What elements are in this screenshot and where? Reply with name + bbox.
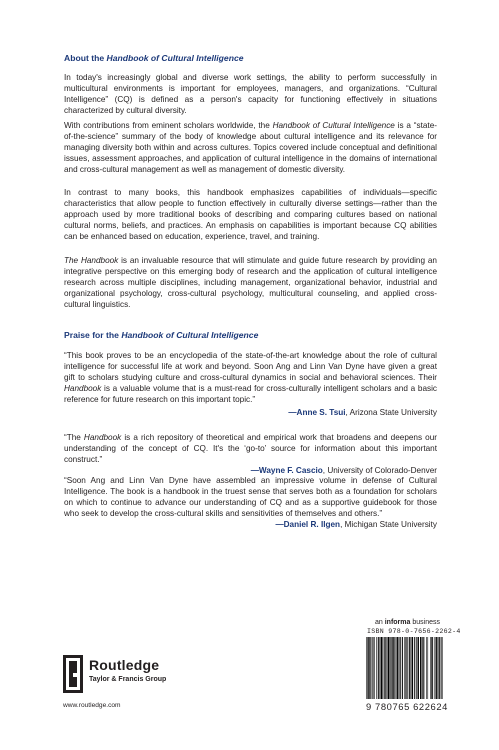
barcode-bar — [400, 637, 401, 699]
barcode-bar — [436, 637, 437, 699]
barcode-bar — [414, 637, 415, 699]
barcode-bar — [411, 637, 412, 699]
barcode-bar — [382, 637, 383, 699]
barcode-bar — [431, 637, 432, 699]
about-paragraph-2 — [64, 121, 437, 176]
quote2-b: is a rich repository of theoretical and empirical work that broadens and deepens our understanding of the concept of CQ. It's the ‘go-to’ source for information about this important construct.” — [64, 433, 437, 464]
barcode-bar — [432, 637, 433, 699]
barcode-bar — [413, 637, 414, 699]
barcode-bar — [378, 637, 379, 699]
barcode-bar — [412, 637, 413, 699]
barcode-bar — [427, 637, 428, 699]
barcode — [366, 635, 443, 709]
barcode-bar — [438, 637, 439, 699]
about-heading-title: Handbook of Cultural Intelligence — [106, 53, 244, 63]
barcode-bar — [404, 637, 405, 699]
about-heading — [64, 53, 437, 64]
barcode-bar — [417, 637, 418, 699]
barcode-bar — [437, 637, 438, 699]
barcode-bar — [402, 637, 403, 699]
about-p4-title: The Handbook — [64, 256, 119, 265]
barcode-bar — [370, 637, 371, 699]
quote1-b: is a valuable volume that is a must-read for cross-culturally intelligent scholars and a basic reference for future research on this important topic.” — [64, 383, 437, 404]
barcode-bar — [407, 637, 408, 699]
quote1-a: “This book proves to be an encyclopedia of the state-of-the-art knowledge about the role of cultural intelligence for successful life at work and beyond. Soon Ang and Linn Van Dyne have given a great gift to scholars studying culture and cross-cultural dynamics in social and behavioral sciences. Their — [64, 351, 437, 382]
barcode-bar — [393, 637, 394, 699]
barcode-bar — [366, 637, 367, 699]
praise-heading-prefix: Praise for the — [64, 330, 122, 340]
barcode-bar — [385, 637, 386, 699]
barcode-bar — [396, 637, 397, 699]
barcode-bar — [409, 637, 410, 699]
quote3-text: “Soon Ang and Linn Van Dyne have assembled an impressive volume in defense of Cultural Intelligence. The book is a handbook in the truest sense that serves both as a foundation for scholars on which to continue to advance our understanding of CQ and as a supportive guidebook for those who seek to develop the cross-cultural skills and sensitivities of themselves and others.” — [64, 476, 437, 518]
quote2-a: “The — [64, 433, 84, 442]
barcode-bar — [369, 637, 370, 699]
publisher-group: Taylor & Francis Group — [89, 676, 167, 683]
barcode-bar — [405, 637, 406, 699]
barcode-bar — [386, 637, 387, 699]
isbn-label: ISBN 978-0-7656-2262-4 — [367, 628, 461, 635]
barcode-bar — [373, 637, 374, 699]
quote1-affiliation: , Arizona State University — [345, 407, 437, 417]
about-paragraph-4 — [64, 256, 437, 311]
quote2-affiliation: , University of Colorado-Denver — [322, 465, 437, 475]
barcode-bar — [376, 637, 377, 699]
barcode-bar — [397, 637, 398, 699]
barcode-bar — [389, 637, 390, 699]
barcode-bar — [439, 637, 440, 699]
barcode-bar — [391, 637, 392, 699]
praise-quote-3 — [64, 476, 437, 531]
barcode-bar — [441, 637, 442, 699]
routledge-mark-icon — [63, 655, 83, 693]
barcode-bar — [384, 637, 385, 699]
barcode-bar — [426, 637, 427, 699]
quote1-author: —Anne S. Tsui — [288, 407, 346, 417]
barcode-bar — [440, 637, 441, 699]
barcode-bar — [424, 637, 425, 699]
quote1-title: Handbook — [64, 383, 102, 393]
barcode-bar — [374, 637, 375, 699]
quote2-author: —Wayne F. Cascio — [250, 465, 323, 475]
barcode-bar — [439, 637, 440, 699]
barcode-bar — [436, 637, 437, 699]
barcode-bar — [416, 637, 417, 699]
barcode-bar — [390, 637, 391, 699]
barcode-bar — [367, 637, 368, 699]
barcode-bar — [418, 637, 419, 699]
barcode-bar — [409, 637, 410, 699]
praise-heading — [64, 330, 437, 341]
barcode-bar — [384, 637, 385, 699]
barcode-bar — [421, 637, 422, 699]
barcode-bar — [381, 637, 382, 699]
about-heading-prefix: About the — [64, 53, 107, 63]
barcode-bar — [420, 637, 421, 699]
barcode-bar — [395, 637, 396, 699]
barcode-digits: 9 780765 622624 — [366, 701, 448, 712]
barcode-bar — [430, 637, 431, 699]
about-p2-a: With contributions from eminent scholars worldwide, the — [64, 121, 273, 130]
barcode-bar — [399, 637, 400, 699]
quote3-author: —Daniel R. Ilgen — [275, 519, 341, 529]
informa-tagline — [375, 619, 440, 626]
barcode-bar — [393, 637, 394, 699]
barcode-bar — [400, 637, 401, 699]
barcode-bar — [418, 637, 419, 699]
barcode-bar — [432, 637, 433, 699]
barcode-bar — [406, 637, 407, 699]
barcode-bar — [423, 637, 424, 699]
barcode-bar — [415, 637, 416, 699]
barcode-bar — [371, 637, 372, 699]
barcode-bar — [422, 637, 423, 699]
barcode-bar — [387, 637, 388, 699]
barcode-bar — [378, 637, 379, 699]
informa-c: business — [410, 619, 440, 626]
barcode-bar — [368, 637, 369, 699]
barcode-bar — [422, 637, 423, 699]
barcode-bar — [379, 637, 380, 699]
informa-a: an — [375, 619, 385, 626]
about-p1-text: In today's increasingly global and diverse work settings, the ability to perform successfully in multicultural environments is important for employees, managers, and organizations. “Cultural Intelligence” (CQ) is defined as a person's capacity for functioning effectively in situations characterized by cultural diversity. — [64, 73, 437, 115]
praise-quote-2 — [64, 433, 437, 477]
quote2-title: Handbook — [83, 433, 122, 442]
barcode-bar — [380, 637, 381, 699]
barcode-bar — [442, 637, 443, 699]
quote3-affiliation: , Michigan State University — [340, 519, 437, 529]
about-paragraph-1 — [64, 73, 437, 117]
barcode-bar — [398, 637, 399, 699]
barcode-bar — [388, 637, 389, 699]
publisher-url: www.routledge.com — [63, 702, 121, 709]
barcode-bar — [388, 637, 389, 699]
barcode-bars — [366, 635, 443, 701]
barcode-bar — [392, 637, 393, 699]
about-p2-title: Handbook of Cultural Intelligence — [272, 121, 395, 130]
about-p2-b: is a “state-of-the-science” summary of the body of knowledge about cultural intelligence and its relevance for managing diversity both within and across cultures. Topics covered include conceptual and definitional issues, assessment approaches, and application of cultural intelligence in the domains of international and cross-cultural management as well as management of domestic diversity. — [64, 121, 437, 174]
barcode-bar — [434, 637, 435, 699]
barcode-bar — [369, 637, 370, 699]
barcode-bar — [382, 637, 383, 699]
barcode-bar — [394, 637, 395, 699]
informa-b: informa — [384, 619, 411, 626]
about-p4-b: is an invaluable resource that will stimulate and guide future research by providing an integrative perspective on this emerging body of research and the application of cultural intelligence research across multiple disciplines, including management, organizational behavior, industrial and organizational psychology, cross-cultural psychology, multicultural counseling, and applied cross-cultural linguistics. — [64, 256, 437, 309]
publisher-name: Routledge — [89, 657, 160, 673]
about-p3-text: In contrast to many books, this handbook emphasizes capabilities of individuals—specific characteristics that allow people to function effectively in culturally diverse settings—rather than the approach used by more traditional books of describing and comparing cultures based on national cultural norms, beliefs, and practices. An emphasis on capabilities is important because CQ abilities can be enhanced based on education, experience, travel, and training. — [64, 188, 437, 241]
barcode-bar — [372, 637, 373, 699]
barcode-bar — [410, 637, 411, 699]
about-paragraph-3 — [64, 188, 437, 243]
praise-heading-title: Handbook of Cultural Intelligence — [121, 330, 259, 340]
praise-quote-1 — [64, 351, 437, 418]
barcode-bar — [402, 637, 403, 699]
routledge-logo — [63, 655, 253, 715]
